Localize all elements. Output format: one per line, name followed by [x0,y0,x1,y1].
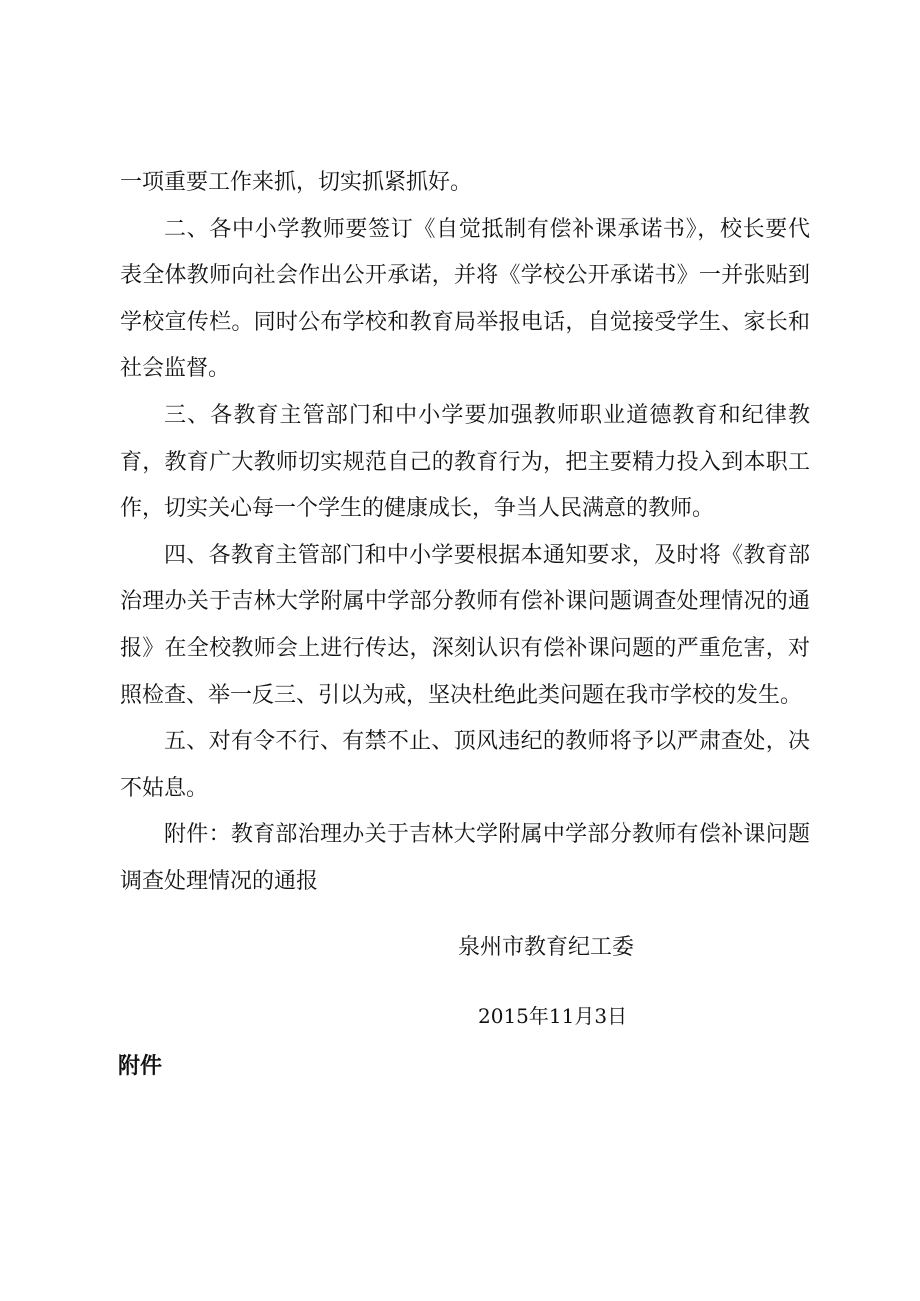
signature-organization: 泉州市教育纪工委 [458,935,635,960]
document-body [120,160,810,906]
paragraph-item-two: 二、各中小学教师要签订《自觉抵制有偿补课承诺书》，校长要代表全体教师向社会作出公开承诺，并将《学校公开承诺书》一并张贴到学校宣传栏。同时公布学校和教育局举报电话，自觉接受学生、家长和社会监督。 [120,216,810,382]
paragraph-item-three: 三、各教育主管部门和中小学要加强教师职业道德教育和纪律教育，教育广大教师切实规范自己的教育行为，把主要精力投入到本职工作，切实关心每一个学生的健康成长，争当人民满意的教师。 [120,402,810,522]
paragraph-continuation: 一项重要工作来抓，切实抓紧抓好。 [120,170,473,195]
attachment-heading: 附件 [118,1054,163,1079]
signature-date: 2015年11月3日 [478,1004,628,1028]
paragraph-item-four: 四、各教育主管部门和中小学要根据本通知要求，及时将《教育部治理办关于吉林大学附属中学部分教师有偿补课问题调查处理情况的通报》在全校教师会上进行传达，深刻认识有偿补课问题的严重危害，对照检查、举一反三、引以为戒，坚决杜绝此类问题在我市学校的发生。 [120,542,810,708]
paragraph-attachment-note: 附件：教育部治理办关于吉林大学附属中学部分教师有偿补课问题调查处理情况的通报 [120,822,810,894]
paragraph-item-five: 五、对有令不行、有禁不止、顶风违纪的教师将予以严肃查处，决不姑息。 [120,729,810,801]
